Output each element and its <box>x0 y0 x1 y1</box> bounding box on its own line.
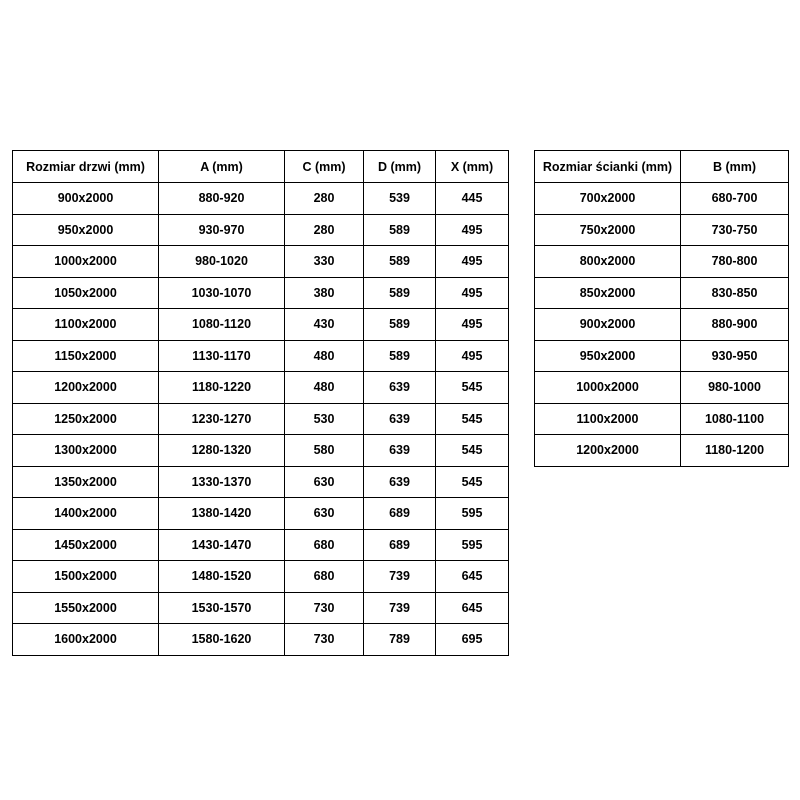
column-header-x: X (mm) <box>436 151 509 183</box>
cell-wall-size: 950x2000 <box>535 340 681 372</box>
table-row <box>535 340 789 372</box>
cell-a: 930-970 <box>159 214 285 246</box>
table-row <box>13 435 509 467</box>
column-header-c: C (mm) <box>285 151 364 183</box>
column-header-b: B (mm) <box>681 151 789 183</box>
cell-a: 1330-1370 <box>159 466 285 498</box>
table-row <box>13 403 509 435</box>
cell-x: 545 <box>436 435 509 467</box>
table-row <box>535 372 789 404</box>
table-row <box>13 309 509 341</box>
cell-a: 1180-1220 <box>159 372 285 404</box>
cell-wall-size: 1000x2000 <box>535 372 681 404</box>
cell-d: 689 <box>364 498 436 530</box>
cell-a: 1280-1320 <box>159 435 285 467</box>
cell-wall-size: 750x2000 <box>535 214 681 246</box>
cell-a: 1580-1620 <box>159 624 285 656</box>
cell-c: 330 <box>285 246 364 278</box>
table-row <box>13 624 509 656</box>
cell-x: 545 <box>436 372 509 404</box>
cell-door-size: 1200x2000 <box>13 372 159 404</box>
cell-x: 595 <box>436 498 509 530</box>
cell-door-size: 1550x2000 <box>13 592 159 624</box>
doors-table-header <box>13 151 509 183</box>
walls-size-table <box>534 150 789 467</box>
cell-x: 445 <box>436 183 509 215</box>
cell-d: 639 <box>364 403 436 435</box>
cell-door-size: 1100x2000 <box>13 309 159 341</box>
cell-c: 580 <box>285 435 364 467</box>
table-row <box>13 246 509 278</box>
cell-door-size: 1400x2000 <box>13 498 159 530</box>
walls-size-table-container <box>534 150 789 467</box>
cell-a: 880-920 <box>159 183 285 215</box>
cell-c: 680 <box>285 529 364 561</box>
table-row <box>535 214 789 246</box>
table-row <box>535 309 789 341</box>
cell-d: 589 <box>364 214 436 246</box>
walls-table-header <box>535 151 789 183</box>
cell-a: 1480-1520 <box>159 561 285 593</box>
table-row <box>535 277 789 309</box>
cell-d: 639 <box>364 372 436 404</box>
cell-door-size: 1500x2000 <box>13 561 159 593</box>
cell-x: 545 <box>436 403 509 435</box>
cell-door-size: 1300x2000 <box>13 435 159 467</box>
cell-door-size: 1000x2000 <box>13 246 159 278</box>
cell-wall-size: 1200x2000 <box>535 435 681 467</box>
cell-c: 280 <box>285 183 364 215</box>
cell-x: 545 <box>436 466 509 498</box>
walls-table-body <box>535 183 789 467</box>
cell-x: 495 <box>436 340 509 372</box>
table-row <box>13 561 509 593</box>
table-row <box>13 466 509 498</box>
cell-x: 495 <box>436 309 509 341</box>
table-header-row <box>535 151 789 183</box>
cell-d: 639 <box>364 435 436 467</box>
cell-b: 830-850 <box>681 277 789 309</box>
doors-size-table <box>12 150 509 656</box>
cell-wall-size: 900x2000 <box>535 309 681 341</box>
table-row <box>13 340 509 372</box>
cell-d: 739 <box>364 561 436 593</box>
cell-door-size: 1350x2000 <box>13 466 159 498</box>
column-header-wall-size: Rozmiar ścianki (mm) <box>535 151 681 183</box>
cell-b: 730-750 <box>681 214 789 246</box>
cell-c: 730 <box>285 624 364 656</box>
cell-b: 1080-1100 <box>681 403 789 435</box>
column-header-door-size: Rozmiar drzwi (mm) <box>13 151 159 183</box>
cell-c: 530 <box>285 403 364 435</box>
cell-door-size: 1150x2000 <box>13 340 159 372</box>
cell-d: 639 <box>364 466 436 498</box>
table-row <box>535 403 789 435</box>
column-header-d: D (mm) <box>364 151 436 183</box>
cell-b: 780-800 <box>681 246 789 278</box>
cell-door-size: 1450x2000 <box>13 529 159 561</box>
cell-x: 495 <box>436 214 509 246</box>
cell-door-size: 1600x2000 <box>13 624 159 656</box>
table-row <box>13 183 509 215</box>
cell-c: 630 <box>285 498 364 530</box>
cell-d: 539 <box>364 183 436 215</box>
cell-c: 480 <box>285 340 364 372</box>
cell-d: 589 <box>364 246 436 278</box>
cell-c: 430 <box>285 309 364 341</box>
cell-b: 930-950 <box>681 340 789 372</box>
cell-b: 680-700 <box>681 183 789 215</box>
cell-a: 980-1020 <box>159 246 285 278</box>
cell-x: 495 <box>436 246 509 278</box>
cell-x: 495 <box>436 277 509 309</box>
table-row <box>13 498 509 530</box>
cell-x: 595 <box>436 529 509 561</box>
cell-c: 730 <box>285 592 364 624</box>
cell-x: 645 <box>436 592 509 624</box>
cell-door-size: 1050x2000 <box>13 277 159 309</box>
cell-a: 1030-1070 <box>159 277 285 309</box>
cell-x: 645 <box>436 561 509 593</box>
cell-wall-size: 850x2000 <box>535 277 681 309</box>
cell-a: 1530-1570 <box>159 592 285 624</box>
cell-wall-size: 800x2000 <box>535 246 681 278</box>
cell-d: 689 <box>364 529 436 561</box>
table-row <box>13 372 509 404</box>
cell-a: 1230-1270 <box>159 403 285 435</box>
table-row <box>13 592 509 624</box>
cell-d: 589 <box>364 277 436 309</box>
cell-door-size: 900x2000 <box>13 183 159 215</box>
doors-size-table-container <box>12 150 509 656</box>
table-row <box>535 246 789 278</box>
table-row <box>13 214 509 246</box>
cell-c: 280 <box>285 214 364 246</box>
cell-b: 880-900 <box>681 309 789 341</box>
cell-c: 680 <box>285 561 364 593</box>
cell-d: 589 <box>364 309 436 341</box>
cell-wall-size: 1100x2000 <box>535 403 681 435</box>
table-row <box>535 183 789 215</box>
cell-d: 739 <box>364 592 436 624</box>
column-header-a: A (mm) <box>159 151 285 183</box>
cell-a: 1080-1120 <box>159 309 285 341</box>
cell-c: 630 <box>285 466 364 498</box>
cell-c: 380 <box>285 277 364 309</box>
table-row <box>13 277 509 309</box>
cell-a: 1380-1420 <box>159 498 285 530</box>
cell-x: 695 <box>436 624 509 656</box>
cell-a: 1130-1170 <box>159 340 285 372</box>
cell-a: 1430-1470 <box>159 529 285 561</box>
table-row <box>13 529 509 561</box>
cell-d: 789 <box>364 624 436 656</box>
cell-d: 589 <box>364 340 436 372</box>
cell-b: 980-1000 <box>681 372 789 404</box>
table-header-row <box>13 151 509 183</box>
cell-door-size: 950x2000 <box>13 214 159 246</box>
cell-c: 480 <box>285 372 364 404</box>
cell-wall-size: 700x2000 <box>535 183 681 215</box>
cell-door-size: 1250x2000 <box>13 403 159 435</box>
cell-b: 1180-1200 <box>681 435 789 467</box>
doors-table-body <box>13 183 509 656</box>
table-row <box>535 435 789 467</box>
